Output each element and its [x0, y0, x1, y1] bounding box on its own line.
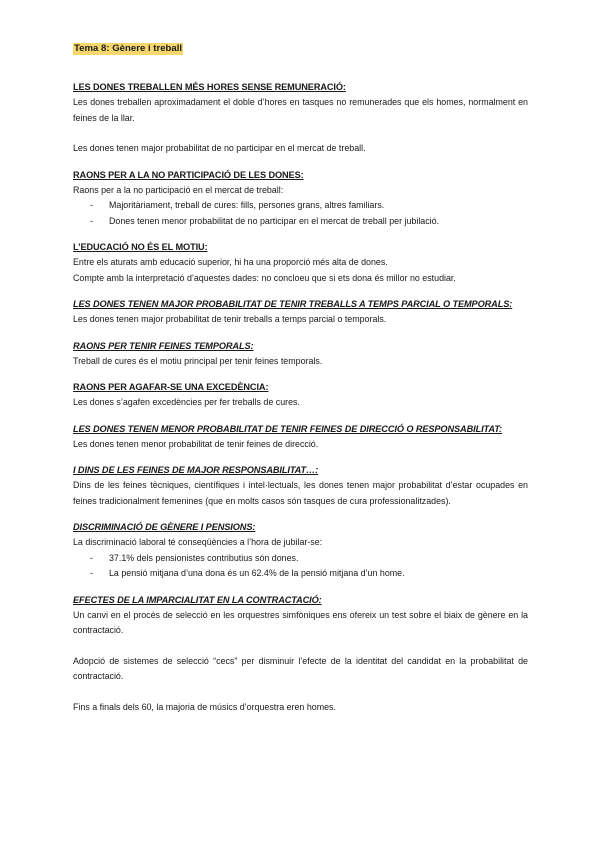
section-heading: I DINS DE LES FEINES DE MAJOR RESPONSABILITAT…: — [73, 465, 319, 475]
dash-list — [73, 198, 528, 229]
paragraph: Adopció de sistemes de selecció “cecs” per disminuir l’efecte de la identitat del candidat en la probabilitat de contractació. — [73, 655, 528, 681]
document-title: Tema 8: Gènere i treball — [74, 43, 183, 54]
dash-list — [73, 551, 528, 582]
paragraph: Fins a finals dels 60, la majoria de músics d’orquestra eren homes. — [73, 701, 336, 712]
paragraph: Compte amb la interpretació d’aquestes dades: no concloeu que si ets dona és millor no estudiar. — [73, 272, 456, 283]
paragraph: Les dones tenen major probabilitat de tenir treballs a temps parcial o temporals. — [73, 314, 387, 324]
list-item: - 37.1% dels pensionistes contributius són dones. — [73, 551, 528, 567]
paragraph: Les dones treballen aproximadament el doble d’hores en tasques no remunerades que els homes, normalment en feines de la llar. — [73, 97, 528, 123]
section-leave-reasons — [73, 381, 528, 411]
section-heading: LES DONES TREBALLEN MÉS HORES SENSE REMUNERACIÓ: — [73, 82, 346, 92]
section-heading: EFECTES DE LA IMPARCIALITAT EN LA CONTRACTACIÓ: — [73, 594, 322, 605]
section-heading: L’EDUCACIÓ NO ÉS EL MOTIU: — [73, 242, 208, 252]
section-heading: RAONS PER TENIR FEINES TEMPORALS: — [73, 340, 254, 351]
paragraph: Un canvi en el procés de selecció en les orquestres simfòniques ens ofereix un test sobre el biaix de gènere en la contractació. — [73, 609, 528, 635]
paragraph: Les dones s’agafen excedències per fer treballs de cures. — [73, 397, 300, 407]
list-item: - La pensió mitjana d’una dona és un 62.4% de la pensió mitjana d’un home. — [73, 566, 528, 582]
section-impartiality — [73, 594, 528, 716]
list-item: - Dones tenen menor probabilitat de no participar en el mercat de treball per jubilació. — [73, 214, 528, 230]
paragraph: Treball de cures és el motiu principal per tenir feines temporals. — [73, 355, 323, 366]
section-pensions — [73, 521, 528, 582]
section-part-time — [73, 298, 528, 328]
section-heading: LES DONES TENEN MAJOR PROBABILITAT DE TENIR TREBALLS A TEMPS PARCIAL O TEMPORALS: — [73, 299, 513, 309]
paragraph: Les dones tenen menor probabilitat de tenir feines de direcció. — [73, 438, 319, 449]
paragraph: La discriminació laboral té conseqüències a l’hora de jubilar-se: — [73, 537, 323, 547]
paragraph: Raons per a la no participació en el mercat de treball: — [73, 184, 284, 195]
paragraph: Dins de les feines tècniques, científiques i intel·lectuals, les dones tenen major probabilitat d’estar ocupades en feines tradicionalment femenines (que en molts casos són tasques de cura professionalitzades). — [73, 480, 528, 506]
section-non-participation-reasons — [73, 169, 528, 230]
section-heading: DISCRIMINACIÓ DE GÈNERE I PENSIONS: — [73, 522, 256, 532]
section-unpaid-hours — [73, 81, 528, 157]
section-management — [73, 423, 528, 453]
paragraph: Entre els aturats amb educació superior, hi ha una proporció més alta de dones. — [73, 257, 388, 267]
section-high-responsibility — [73, 464, 528, 509]
section-heading: RAONS PER AGAFAR-SE UNA EXCEDÈNCIA: — [73, 382, 269, 392]
section-heading: RAONS PER A LA NO PARTICIPACIÓ DE LES DONES: — [73, 169, 304, 180]
section-heading: LES DONES TENEN MENOR PROBABILITAT DE TENIR FEINES DE DIRECCIÓ O RESPONSABILITAT: — [73, 423, 503, 434]
document-page — [73, 38, 528, 727]
section-education — [73, 241, 528, 286]
section-temporary-reasons — [73, 340, 528, 370]
list-item: - Majoritàriament, treball de cures: fills, persones grans, altres familiars. — [73, 198, 528, 214]
paragraph: Les dones tenen major probabilitat de no participar en el mercat de treball. — [73, 143, 366, 153]
